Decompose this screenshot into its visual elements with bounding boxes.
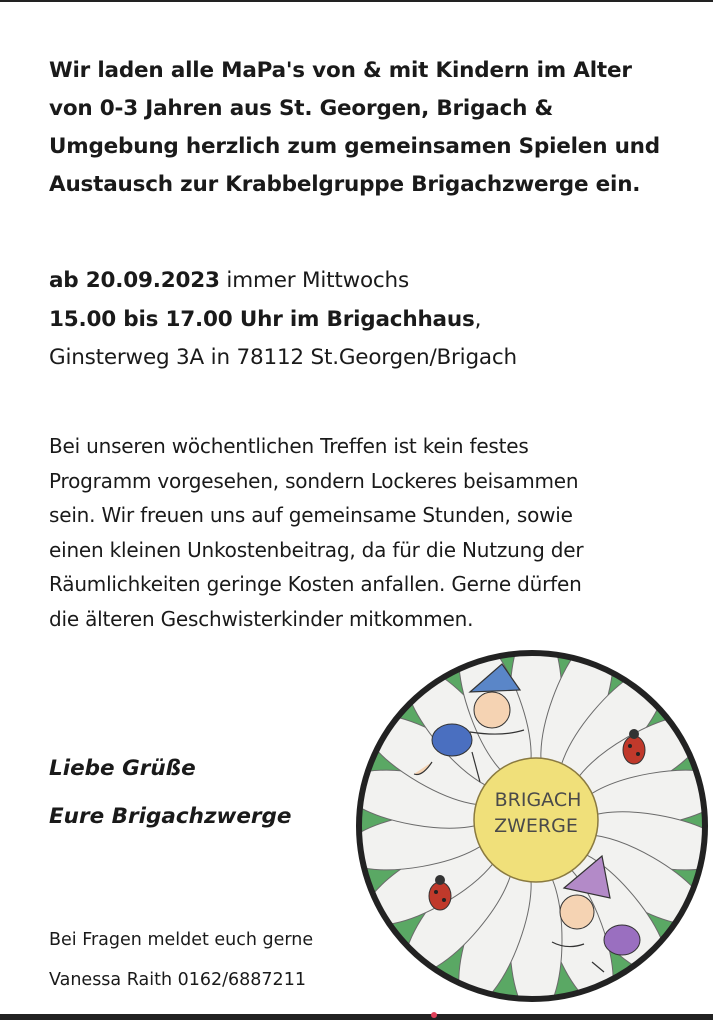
greeting-line-2: Eure Brigachzwerge — [49, 804, 292, 829]
time-comma: , — [474, 306, 482, 332]
description-line: sein. Wir freuen uns auf gemeinsame Stunden, sowie — [49, 503, 573, 527]
top-border-line — [0, 0, 713, 2]
bottom-border-line — [0, 1014, 713, 1020]
start-date: ab 20.09.2023 — [49, 268, 220, 293]
description-line: Bei unseren wöchentlichen Treffen ist kein festes — [49, 434, 529, 458]
description-line: Räumlichkeiten geringe Kosten anfallen. Gerne dürfen — [49, 572, 582, 596]
description-line: einen kleinen Unkostenbeitrag, da für die Nutzung der — [49, 537, 584, 562]
invitation-line: von 0-3 Jahren aus St. Georgen, Brigach & — [49, 96, 554, 121]
invitation-line: Wir laden alle MaPa's von & mit Kindern im Alter — [49, 58, 632, 83]
logo-text-line-2: ZWERGE — [494, 815, 578, 837]
contact-info — [49, 920, 313, 1000]
brigachzwerge-logo — [352, 642, 712, 1010]
description-text — [49, 429, 689, 636]
invitation-line: Umgebung herzlich zum gemeinsamen Spielen und — [49, 134, 660, 159]
description-line: Programm vorgesehen, sondern Lockeres beisammen — [49, 468, 579, 493]
greeting-line-1: Liebe Grüße — [49, 756, 196, 781]
contact-name-phone: Vanessa Raith 0162/6887211 — [49, 970, 306, 990]
invitation-text — [49, 52, 689, 204]
logo-text-line-1: BRIGACH — [494, 789, 582, 811]
greeting — [49, 745, 292, 841]
invitation-line: Austausch zur Krabbelgruppe Brigachzwerge ein. — [49, 172, 641, 197]
time-location-line — [49, 301, 689, 340]
time-location: 15.00 bis 17.00 Uhr im Brigachhaus — [49, 306, 475, 332]
schedule-block — [49, 262, 689, 378]
address-line: Ginsterweg 3A in 78112 St.Georgen/Brigach — [49, 345, 517, 370]
weekday-text: immer Mittwochs — [219, 268, 409, 293]
bottom-red-dot — [431, 1012, 437, 1018]
description-line: die älteren Geschwisterkinder mitkommen. — [49, 606, 474, 631]
contact-line-1: Bei Fragen meldet euch gerne — [49, 930, 314, 950]
start-date-line — [49, 262, 689, 301]
